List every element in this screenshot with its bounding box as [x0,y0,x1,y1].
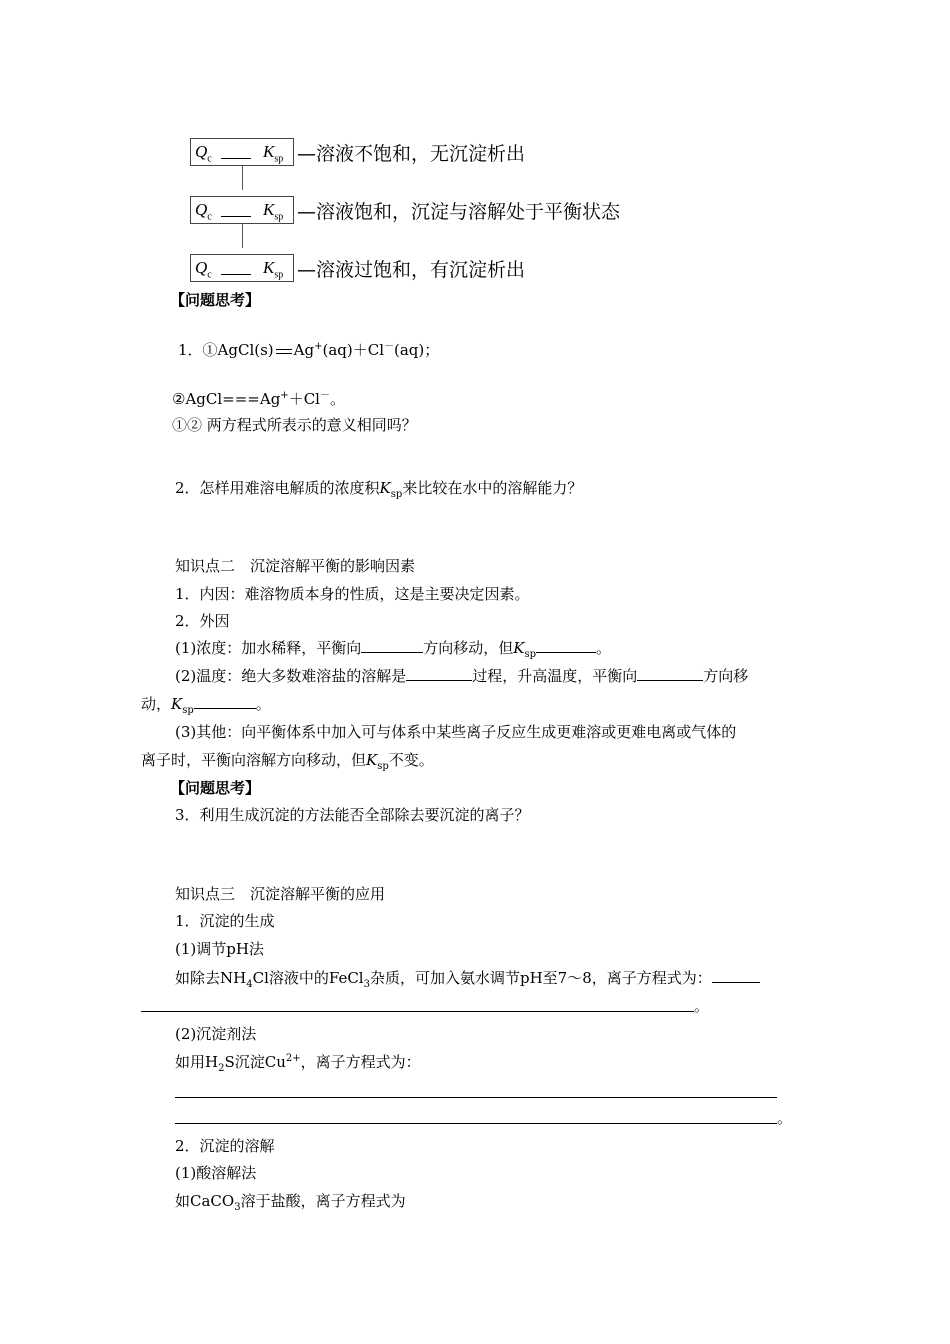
question-2-text: 2．怎样用难溶电解质的浓度积$K_{sp}$来比较在水中的溶解能力？ [175,479,583,500]
qc-symbol: $Q_c$ [195,142,212,165]
question-heading-2: 【问题思考】 [170,779,261,797]
equation-2: ②AgCl===Ag+＋Cl－。 [172,390,345,408]
qc-ksp-box-1 [190,138,294,166]
answer-line [141,1011,694,1012]
relation-text-1: —溶液不饱和，无沉淀析出 [297,143,526,165]
comparison-blank [221,274,251,275]
answer-blank [406,666,472,681]
answer-blank [361,638,423,653]
section-3-item-2: 2．沉淀的溶解 [175,1137,275,1155]
other-factors-line: (3)其他：向平衡体系中加入可与体系中某些离子反应生成更难溶或更难电离或气体的 [175,723,737,741]
qc-ksp-box-2 [190,196,294,224]
qc-ksp-box-3 [190,254,294,282]
answer-blank [536,638,596,653]
comparison-blank [221,158,251,159]
question-heading-1: 【问题思考】 [170,291,261,309]
comparison-blank [221,216,251,217]
answer-blank [194,694,256,709]
ksp-symbol: $K_{sp}$ [263,200,284,223]
concentration-line: (1)浓度：加水稀释，平衡向 方向移动，但$K_{sp}$ 。 [175,639,612,660]
connector-line [242,224,243,248]
ph-method-heading: (1)调节pH法 [175,940,264,958]
answer-line [175,1123,777,1124]
section-3-item-1: 1．沉淀的生成 [175,912,275,930]
precipitant-method-heading: (2)沉淀剂法 [175,1025,257,1043]
question-3-text: 3．利用生成沉淀的方法能否全部除去要沉淀的离子？ [175,806,530,824]
acid-method-heading: (1)酸溶解法 [175,1164,257,1182]
precipitant-method-text: 如用$H_2S$沉淀$Cu^{2+}$，离子方程式为： [175,1053,421,1074]
temperature-line: (2)温度：绝大多数难溶盐的溶解是 过程，升高温度，平衡向 方向移 [175,667,749,685]
relation-text-3: —溶液过饱和，有沉淀析出 [297,259,526,281]
ksp-symbol: $K_{sp}$ [263,258,284,281]
period: 。 [694,997,710,1015]
connector-line [242,166,243,190]
section-2-title: 知识点二 沉淀溶解平衡的影响因素 [175,557,416,575]
answer-line [175,1097,777,1098]
section-3-title: 知识点三 沉淀溶解平衡的应用 [175,885,386,903]
acid-method-text: 如CaCO$_3$溶于盐酸，离子方程式为 [175,1192,406,1213]
equilibrium-arrow-icon [274,345,294,355]
question-1-text: ①② 两方程式所表示的意义相同吗？ [172,416,417,434]
qc-symbol: $Q_c$ [195,258,212,281]
section-2-item-1: 1．内因：难溶物质本身的性质，这是主要决定因素。 [175,585,530,603]
period: 。 [777,1109,793,1127]
answer-blank [712,968,760,983]
qc-symbol: $Q_c$ [195,200,212,223]
equation-1: 1．①AgCl(s) Ag+(aq)＋Cl－(aq)； [178,341,440,359]
relation-text-2: —溶液饱和，沉淀与溶解处于平衡状态 [297,201,621,223]
ph-method-text: 如除去$NH_4Cl$溶液中的FeCl$_3$杂质，可加入氨水调节pH至7～8，离子方程式为： [175,968,760,988]
section-2-item-2: 2．外因 [175,612,230,630]
other-factors-line-cont: 离子时，平衡向溶解方向移动，但$K_{sp}$不变。 [141,751,434,772]
answer-blank [637,666,703,681]
ksp-symbol: $K_{sp}$ [263,142,284,165]
temperature-line-cont: 动，$K_{sp}$ 。 [141,695,271,716]
